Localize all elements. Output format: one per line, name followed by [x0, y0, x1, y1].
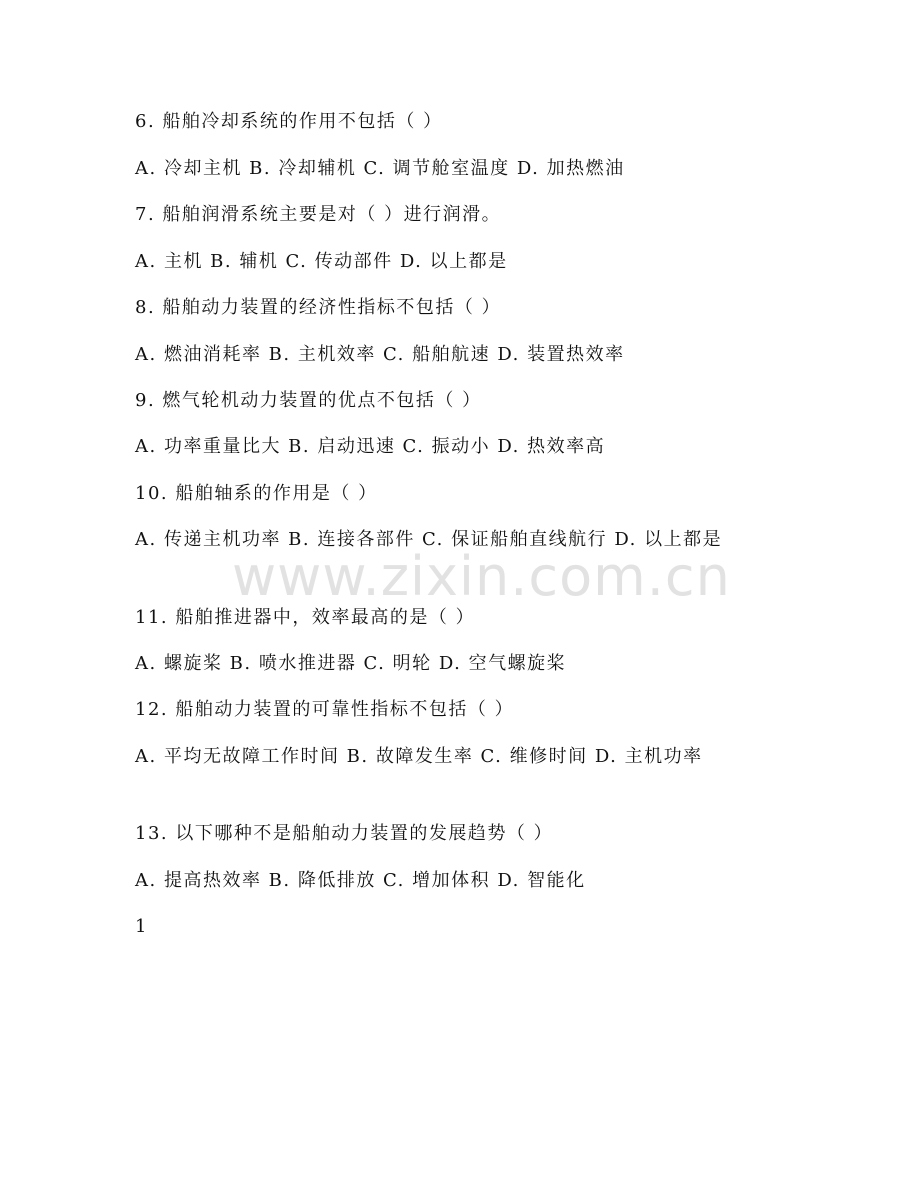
- question-7: 7. 船舶润滑系统主要是对（ ）进行润滑。: [135, 204, 502, 225]
- page-number: 1: [135, 916, 147, 937]
- answer-options-10: A. 传递主机功率 B. 连接各部件 C. 保证船舶直线航行 D. 以上都是: [135, 529, 723, 550]
- watermark: www.zixin.com.cn: [232, 545, 731, 608]
- answer-options-8: A. 燃油消耗率 B. 主机效率 C. 船舶航速 D. 装置热效率: [135, 344, 625, 365]
- question-9: 9. 燃气轮机动力装置的优点不包括（ ）: [135, 390, 482, 411]
- answer-options-6: A. 冷却主机 B. 冷却辅机 C. 调节舱室温度 D. 加热燃油: [135, 158, 625, 179]
- question-13: 13. 以下哪种不是船舶动力装置的发展趋势（ ）: [135, 823, 554, 844]
- answer-options-9: A. 功率重量比大 B. 启动迅速 C. 振动小 D. 热效率高: [135, 436, 606, 457]
- question-8: 8. 船舶动力装置的经济性指标不包括（ ）: [135, 297, 502, 318]
- question-10: 10. 船舶轴系的作用是（ ）: [135, 483, 378, 504]
- question-11: 11. 船舶推进器中，效率最高的是（ ）: [135, 607, 476, 628]
- question-6: 6. 船舶冷却系统的作用不包括（ ）: [135, 111, 443, 132]
- answer-options-13: A. 提高热效率 B. 降低排放 C. 增加体积 D. 智能化: [135, 870, 586, 891]
- answer-options-7: A. 主机 B. 辅机 C. 传动部件 D. 以上都是: [135, 251, 508, 272]
- question-12: 12. 船舶动力装置的可靠性指标不包括（ ）: [135, 699, 515, 720]
- answer-options-12: A. 平均无故障工作时间 B. 故障发生率 C. 维修时间 D. 主机功率: [135, 746, 703, 767]
- answer-options-11: A. 螺旋桨 B. 喷水推进器 C. 明轮 D. 空气螺旋桨: [135, 653, 567, 674]
